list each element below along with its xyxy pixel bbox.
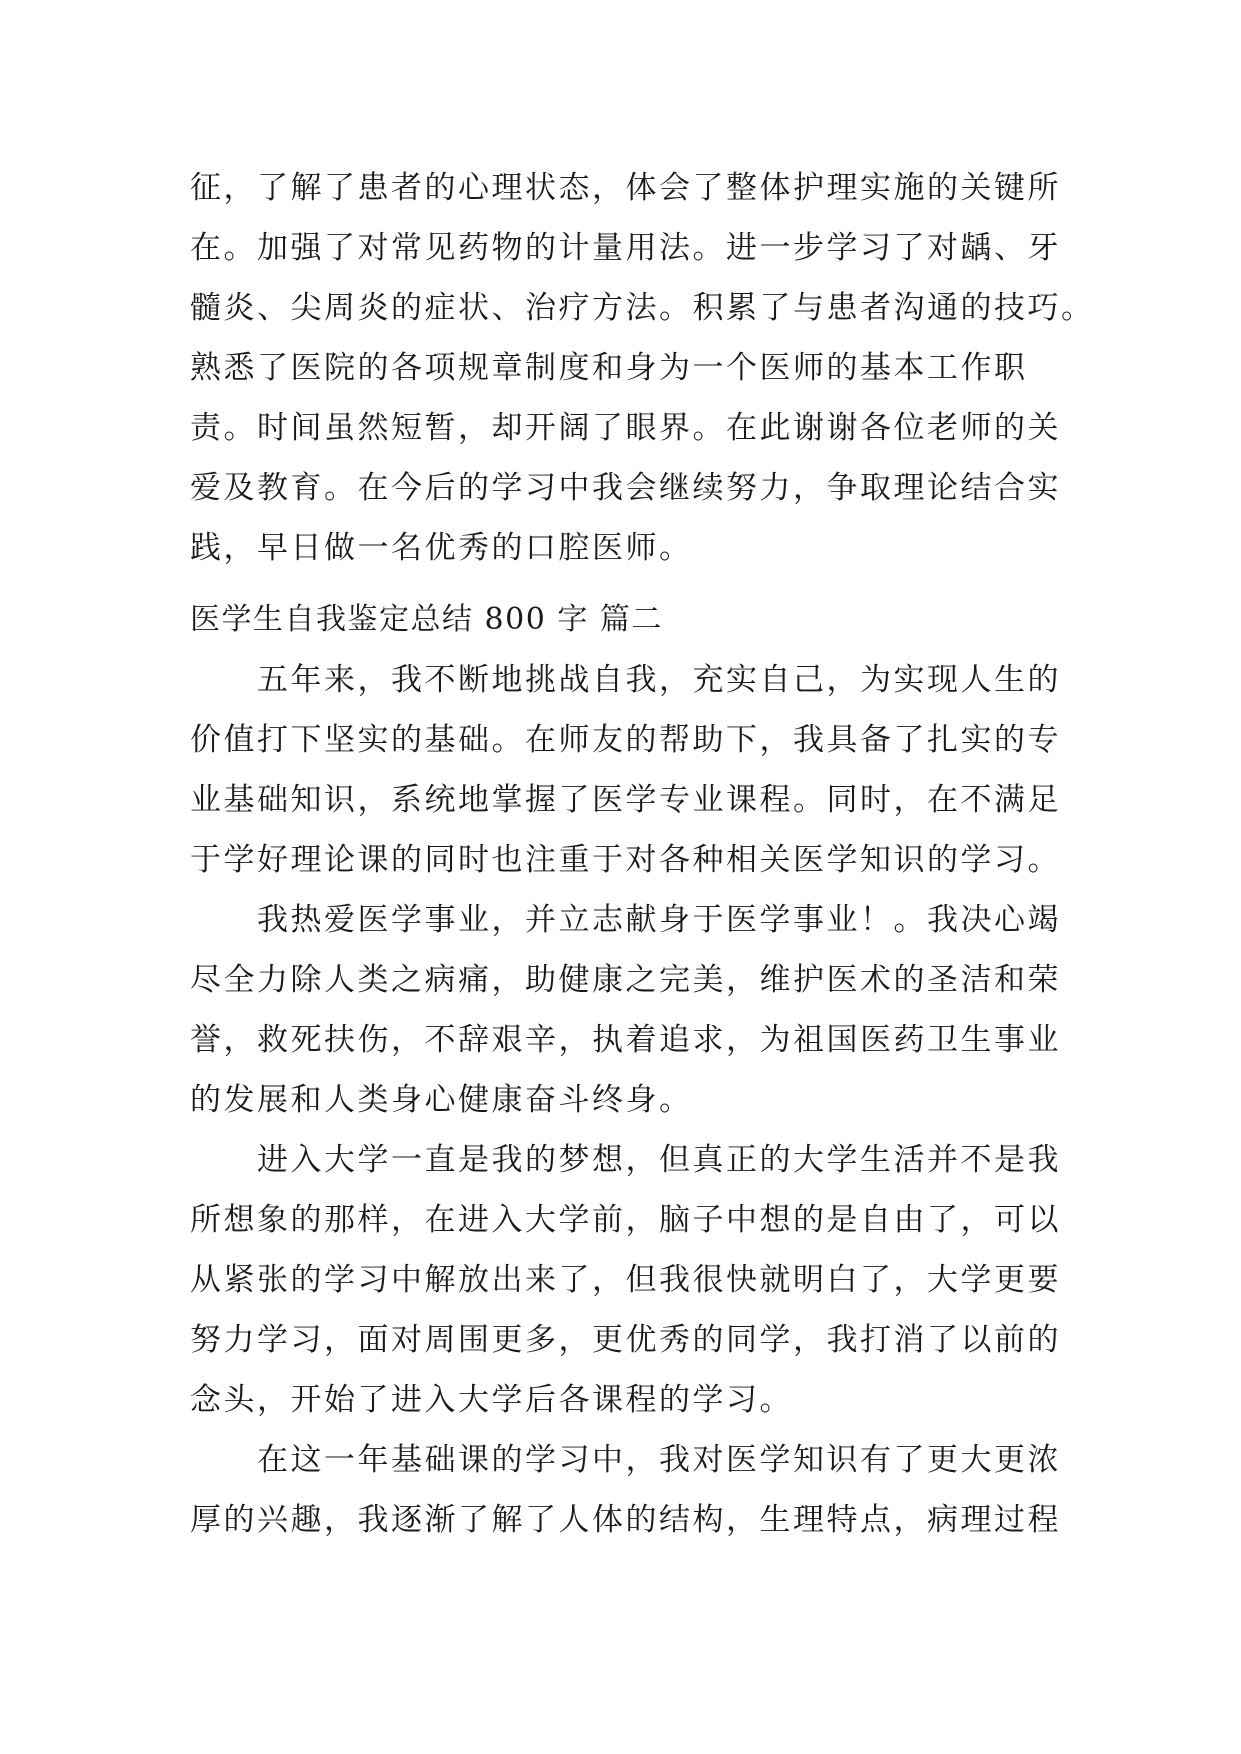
text-line: 五年来，我不断地挑战自我，充实自己，为实现人生的 [190,662,1061,698]
text-line: 爱及教育。在今后的学习中我会继续努力，争取理论结合实 [190,470,1061,506]
section-body [190,650,1060,1550]
continued-paragraph [190,158,1095,578]
text-line: 在这一年基础课的学习中，我对医学知识有了更大更浓 [190,1442,1061,1478]
section-heading: 医学生自我鉴定总结 800 字 篇二 [190,602,663,637]
text-line: 于学好理论课的同时也注重于对各种相关医学知识的学习。 [190,842,1061,878]
text-line: 尽全力除人类之病痛，助健康之完美，维护医术的圣洁和荣 [190,962,1061,998]
text-line: 熟悉了医院的各项规章制度和身为一个医师的基本工作职 [190,350,1028,386]
text-line: 我热爱医学事业，并立志献身于医学事业！。我决心竭 [190,902,1061,938]
text-line: 征，了解了患者的心理状态，体会了整体护理实施的关键所 [190,170,1061,206]
text-line: 进入大学一直是我的梦想，但真正的大学生活并不是我 [190,1142,1061,1178]
section-heading-block [190,590,1060,650]
text-line: 的发展和人类身心健康奋斗终身。 [190,1082,693,1118]
text-line: 所想象的那样，在进入大学前，脑子中想的是自由了，可以 [190,1202,1061,1238]
text-line: 念头，开始了进入大学后各课程的学习。 [190,1382,793,1418]
text-line: 价值打下坚实的基础。在师友的帮助下，我具备了扎实的专 [190,722,1061,758]
text-line: 誉，救死扶伤，不辞艰辛，执着追求，为祖国医药卫生事业 [190,1022,1061,1058]
text-line: 努力学习，面对周围更多，更优秀的同学，我打消了以前的 [190,1322,1061,1358]
text-line: 厚的兴趣，我逐渐了解了人体的结构，生理特点，病理过程 [190,1502,1061,1538]
text-line: 髓炎、尖周炎的症状、治疗方法。积累了与患者沟通的技巧。 [190,290,1095,326]
text-line: 业基础知识，系统地掌握了医学专业课程。同时，在不满足 [190,782,1061,818]
text-line: 责。时间虽然短暂，却开阔了眼界。在此谢谢各位老师的关 [190,410,1061,446]
text-line: 从紧张的学习中解放出来了，但我很快就明白了，大学更要 [190,1262,1061,1298]
text-line: 在。加强了对常见药物的计量用法。进一步学习了对龋、牙 [190,230,1061,266]
text-line: 践，早日做一名优秀的口腔医师。 [190,530,693,566]
